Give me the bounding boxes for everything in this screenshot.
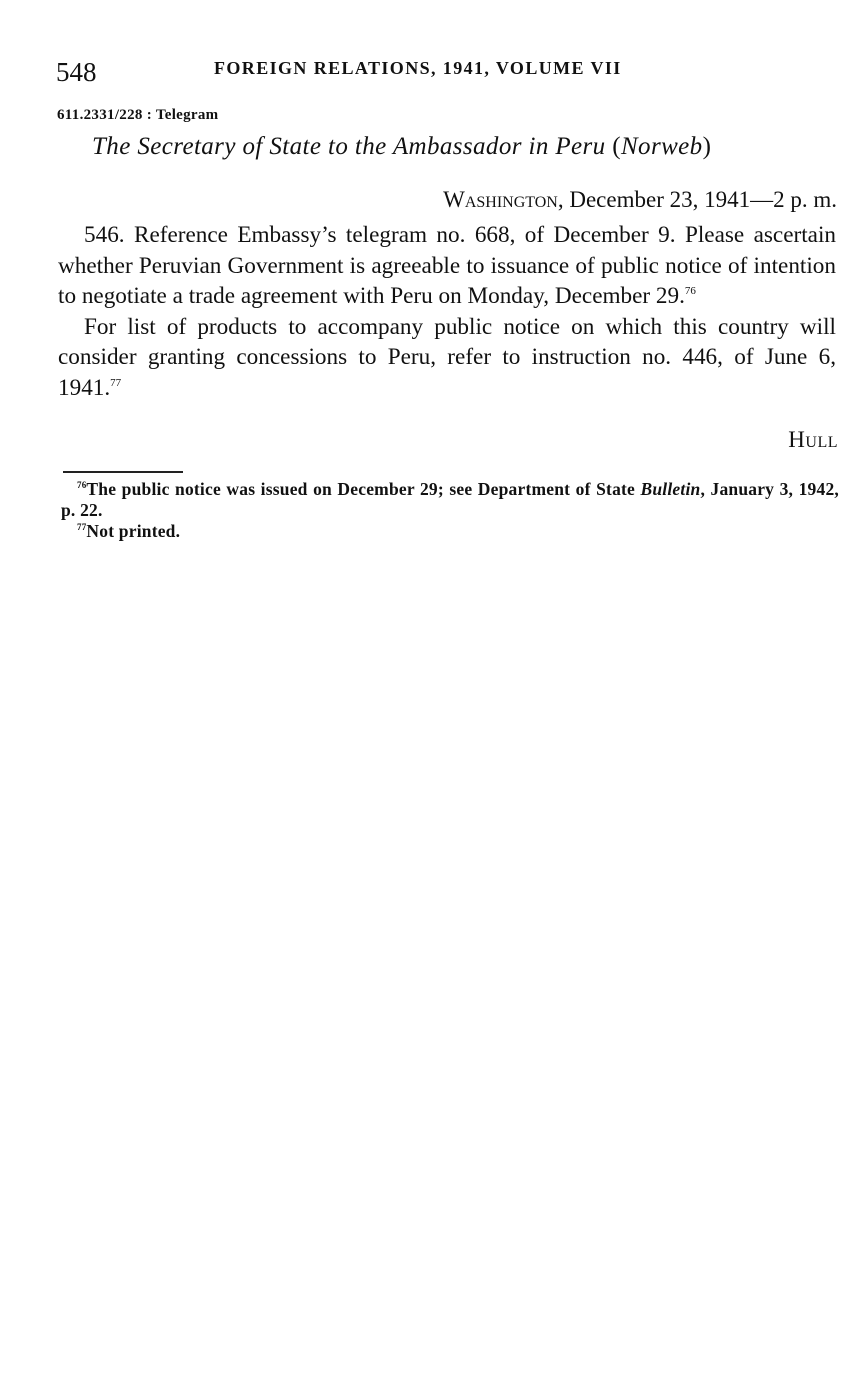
footnote-76-text-a: The public notice was issued on December 29; see Department of State bbox=[86, 479, 641, 499]
footnote-mark-76: 76 bbox=[77, 480, 87, 490]
footnote-77 bbox=[61, 521, 839, 542]
footnote-divider bbox=[63, 471, 183, 473]
running-header bbox=[56, 54, 836, 90]
telegram-body bbox=[58, 220, 836, 403]
signature: Hull bbox=[788, 427, 838, 452]
footnote-mark-77: 77 bbox=[77, 522, 87, 532]
title-open-paren: ( bbox=[612, 133, 621, 160]
footnote-ref-77: 77 bbox=[110, 376, 122, 389]
title-name: Norweb bbox=[620, 133, 703, 160]
document-title bbox=[92, 130, 812, 164]
page-number: 548 bbox=[56, 57, 97, 87]
paragraph-2 bbox=[58, 312, 836, 404]
paragraph-1-text: 546. Reference Embassy’s telegram no. 668, of December 9. Please ascertain whether Peruvian Government is agreeable to issuance of public notice of intention to negotiate a trade agreement with Peru on Monday, December 29. bbox=[58, 222, 836, 309]
footnote-76-text-b: , January 3, 1942, p. 22. bbox=[61, 479, 839, 520]
dateline bbox=[443, 185, 837, 215]
paragraph-1 bbox=[58, 220, 836, 312]
footnote-76 bbox=[61, 479, 839, 521]
paragraph-2-text: For list of products to accompany public notice on which this country will consider granting concessions to Peru, refer to instruction no. 446, of June 6, 1941. bbox=[58, 313, 836, 401]
footnote-ref-76: 76 bbox=[684, 285, 696, 297]
dateline-place: Washington bbox=[443, 187, 558, 212]
title-close-paren: ) bbox=[702, 133, 712, 160]
file-reference: 611.2331/228 : Telegram bbox=[57, 107, 219, 123]
dateline-date: , December 23, 1941—2 p. m. bbox=[557, 187, 837, 212]
footnote-76-italic: Bulletin bbox=[640, 479, 701, 499]
title-text: The Secretary of State to the Ambassador in Peru bbox=[92, 133, 606, 160]
running-title: FOREIGN RELATIONS, 1941, VOLUME VII bbox=[214, 58, 622, 78]
footnote-77-text: Not printed. bbox=[86, 521, 181, 541]
footnotes bbox=[61, 479, 839, 542]
